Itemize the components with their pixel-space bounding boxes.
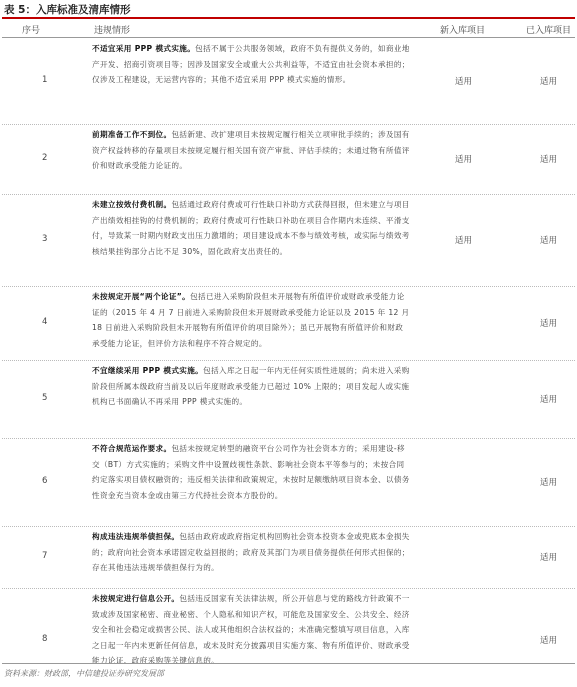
row-number: 3 (42, 234, 48, 244)
row-heading: 不适宜采用 PPP 模式实施。 (92, 44, 196, 53)
row-new-project-status: 适用 (455, 155, 473, 165)
row-existing-project-status: 适用 (540, 553, 558, 563)
row-existing-project-status: 适用 (540, 395, 558, 405)
row-number: 2 (42, 153, 48, 163)
header-new-project: 新入库项目 (440, 26, 486, 36)
source-note: 资料来源：财政部，中信建投证券研究发展部 (4, 669, 164, 678)
row-description (92, 591, 410, 669)
row-heading: 不宜继续采用 PPP 模式实施。 (92, 366, 204, 375)
row-existing-project-status: 适用 (540, 236, 558, 246)
row-description (92, 289, 410, 351)
table-title-bar (2, 1, 575, 19)
row-description (92, 529, 410, 576)
table-row (2, 38, 575, 125)
row-body: 包括新建、改扩建项目未按规定履行相关立项审批手续的；涉及国有资产权益转移的存量项目未按规定履行相关国有资产审批、评估手续的；未通过物有所值评价和财政承受能力论证的。 (92, 130, 410, 170)
header-existing-project: 已入库项目 (526, 26, 572, 36)
row-description (92, 41, 410, 88)
row-description (92, 127, 410, 174)
row-number: 8 (42, 634, 48, 644)
table-row (2, 194, 575, 287)
row-number: 6 (42, 476, 48, 486)
table-row (2, 526, 575, 589)
row-existing-project-status: 适用 (540, 155, 558, 165)
table-header (2, 19, 575, 38)
table-row (2, 360, 575, 439)
row-heading: 前期准备工作不到位。 (92, 130, 172, 139)
row-number: 7 (42, 551, 48, 561)
row-heading: 不符合规范运作要求。 (92, 444, 172, 453)
row-existing-project-status: 适用 (540, 478, 558, 488)
row-body: 包括已进入采购阶段但未开展物有所值评价或财政承受能力论证的（2015 年 4 月 7 日前进入采购阶段但未开展财政承受能力论证以及 2015 年 12 月 18 日前进入采购阶段但未开展物有所值评价的项目除外）；虽已开展物有所值评价和财政承受能力论证，但评价方法和程序不符合规定的。 (92, 292, 410, 348)
row-body: 包括入库之日起一年内无任何实质性进展的；尚未进入采购阶段但所属本级政府当前及以后年度财政承受能力已超过 10% 上限的；项目发起人或实施机构已书面确认不再采用 PPP 模式实施的。 (92, 366, 410, 406)
row-description (92, 363, 410, 410)
row-new-project-status: 适用 (455, 236, 473, 246)
row-heading: 未建立按效付费机制。 (92, 200, 172, 209)
row-heading: 未按规定进行信息公开。 (92, 594, 180, 603)
header-no: 序号 (22, 26, 41, 36)
table-bottom-rule (2, 663, 575, 664)
row-description (92, 441, 410, 503)
row-body: 包括不属于公共服务领域，政府不负有提供义务的，如商业地产开发、招商引资项目等；因涉及国家安全或重大公共利益等，不适宜由社会资本承担的；仅涉及工程建设，无运营内容的；其他不适宜采用 PPP 模式实施的情形。 (92, 44, 410, 84)
row-number: 5 (42, 393, 48, 403)
table-row (2, 124, 575, 195)
row-existing-project-status: 适用 (540, 319, 558, 329)
header-situation: 违规情形 (94, 26, 131, 36)
table-row (2, 438, 575, 527)
row-body: 包括由政府或政府指定机构回购社会资本投资本金或兜底本金损失的；政府向社会资本承诺固定收益回报的；政府及其部门为项目债务提供任何形式担保的；存在其他违法违规举债担保行为的。 (92, 532, 410, 572)
table-title: 表 5：入库标准及清库情形 (4, 4, 131, 16)
table-row (2, 286, 575, 361)
row-heading: 构成违法违规举债担保。 (92, 532, 180, 541)
row-existing-project-status: 适用 (540, 77, 558, 87)
row-new-project-status: 适用 (455, 77, 473, 87)
row-body: 包括通过政府付费或可行性缺口补助方式获得回报，但未建立与项目产出绩效相挂钩的付费机制的；政府付费或可行性缺口补助在项目合作期内未连续、平滑支付，导致某一时期内财政支出压力激增的；项目建设成本不参与绩效考核，或实际与绩效考核结果挂钩部分占比不足 30%，固化政府支出责任的。 (92, 200, 410, 256)
table-row (2, 588, 575, 663)
row-number: 1 (42, 75, 48, 85)
row-number: 4 (42, 317, 48, 327)
row-heading: 未按规定开展“两个论证”。 (92, 292, 191, 301)
row-existing-project-status: 适用 (540, 636, 558, 646)
row-body: 包括违反国家有关法律法规，所公开信息与党的路线方针政策不一致或涉及国家秘密、商业秘密、个人隐私和知识产权，可能危及国家安全、公共安全、经济安全和社会稳定或损害公民、法人或其他组织合法权益的；未准确完整填写项目信息，入库之日起一年内未更新任何信息，或未及时充分披露项目实施方案、物有所值评价、财政承受能力论证、政府采购等关键信息的。 (92, 594, 410, 665)
row-description (92, 197, 410, 259)
row-body: 包括未按规定转型的融资平台公司作为社会资本方的；采用建设-移交（BT）方式实施的；采购文件中设置歧视性条款、影响社会资本平等参与的；未按合同约定落实项目债权融资的；违反相关法律和政策规定，未按时足额缴纳项目资本金、以债务性资金充当资本金或由第三方代持社会资本方股份的。 (92, 444, 410, 500)
